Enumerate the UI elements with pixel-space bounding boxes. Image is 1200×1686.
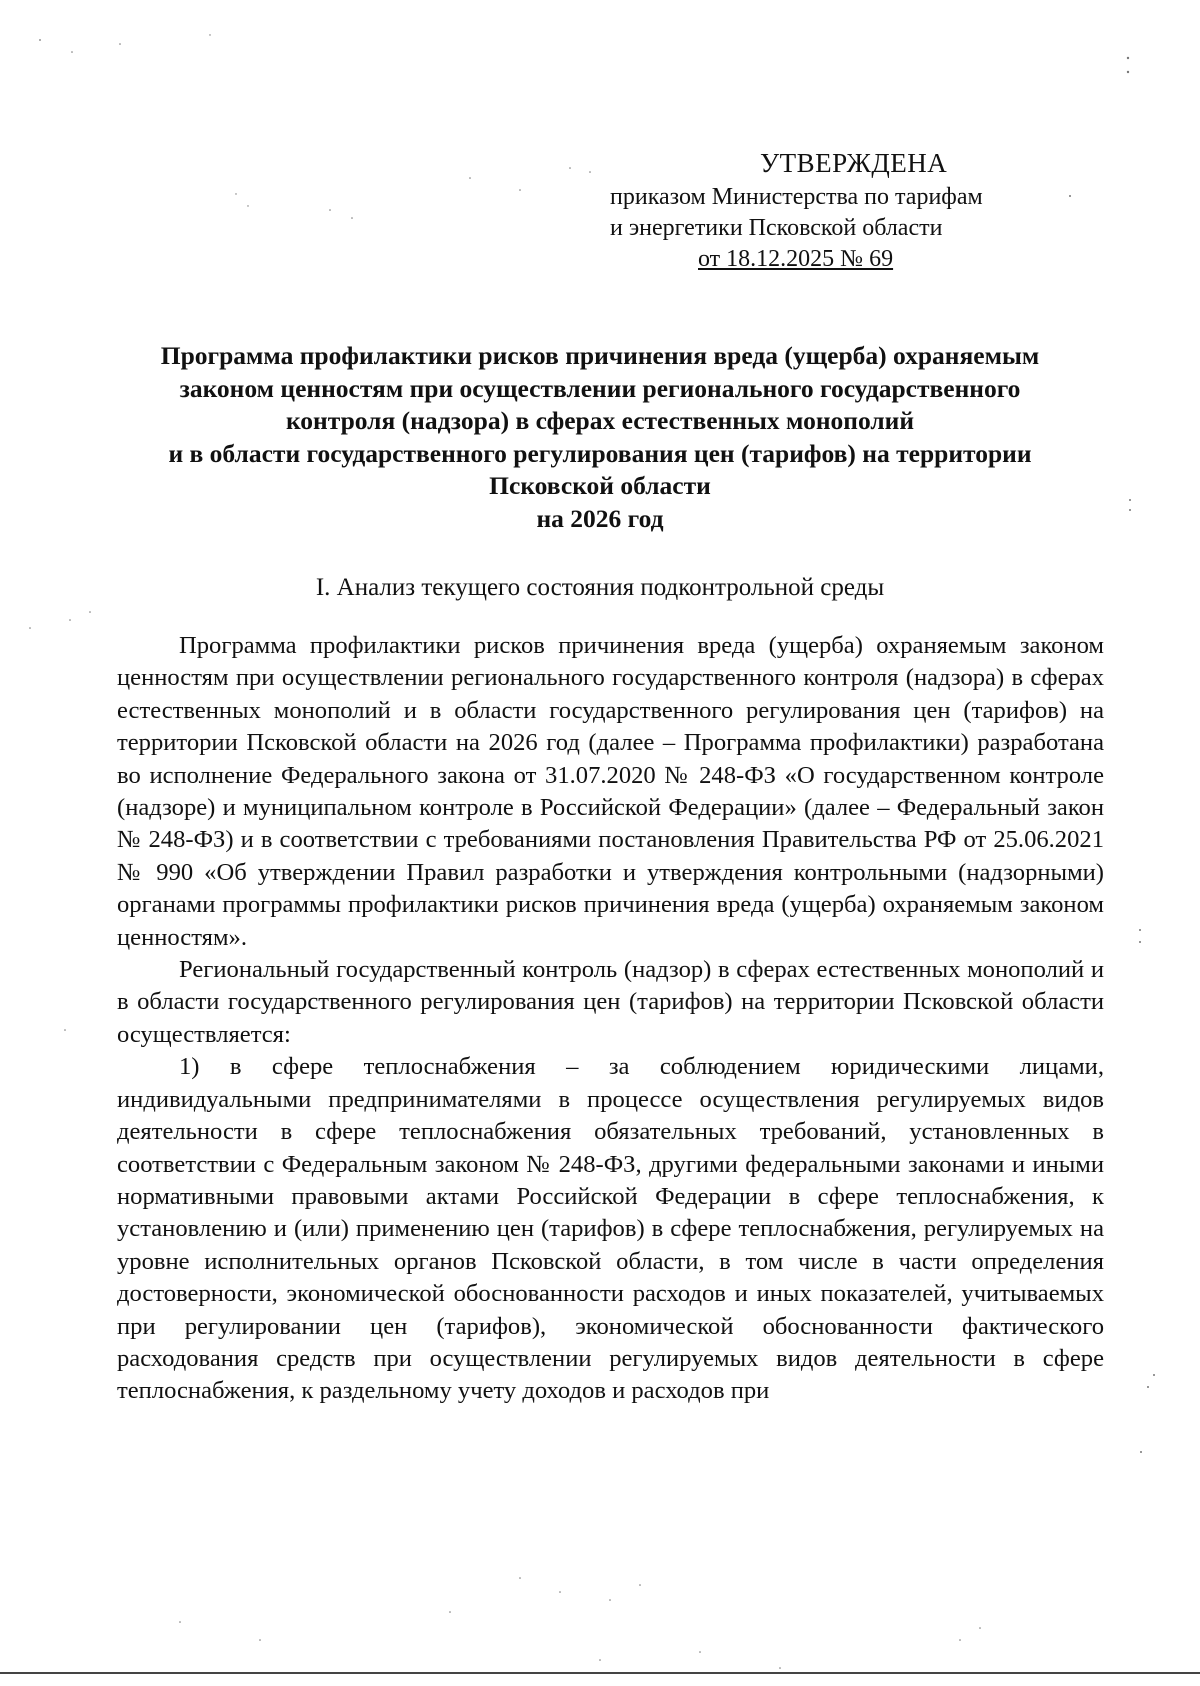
paragraph-heat-supply: 1) в сфере теплоснабжения – за соблюдением юридическими лицами, индивидуальными предпринимателями в процессе осуществления регулируемых видов деятельности в сфере теплоснабжения обязательных требований, установленных в соответствии с Федеральным законом № 248-ФЗ, другими федеральными законами и иными нормативными правовыми актами Российской Федерации в сфере теплоснабжения, к установлению и (или) применению цен (тарифов) в сфере теплоснабжения, регулируемых на уровне исполнительных органов Псковской области, в том числе в части определения достоверности, экономической обоснованности расходов и иных показателей, учитываемых при регулировании цен (тарифов), экономической обоснованности фактического расходования средств при осуществлении регулируемых видов деятельности в сфере теплоснабжения, к раздельному учету доходов и расходов при: [117, 1053, 1104, 1405]
scan-bottom-border: [0, 1672, 1200, 1674]
title-line: контроля (надзора) в сферах естественных монополий: [285, 406, 915, 435]
approval-heading: УТВЕРЖДЕНА: [760, 148, 948, 178]
paragraph-program-basis: Программа профилактики рисков причинения вреда (ущерба) охраняемым законом ценностям при осуществлении регионального государственного контроля (надзора) в сферах естественных монополий и в области государственного регулирования цен (тарифов) на территории Псковской области на 2026 год (далее – Программа профилактики) разработана во исполнение Федерального закона от 31.07.2020 № 248-ФЗ «О государственном контроле (надзоре) и муниципальном контроле в Российской Федерации» (далее – Федеральный закон № 248-ФЗ) и в соответствии с требованиями постановления Правительства РФ от 25.06.2021 № 990 «Об утверждении Правил разработки и утверждения контрольными (надзорными) органами программы профилактики рисков причинения вреда (ущерба) охраняемым законом ценностям».: [117, 632, 1104, 951]
title-line: и в области государственного регулирования цен (тарифов) на территории: [168, 438, 1032, 468]
paragraph-control-scope: Региональный государственный контроль (надзор) в сферах естественных монополий и в области государственного регулирования цен (тарифов) на территории Псковской области осуществляется:: [117, 956, 1104, 1048]
approval-order-line: приказом Министерства по тарифам: [610, 184, 983, 210]
title-line: законом ценностям при осуществлении регионального государственного: [179, 373, 1021, 403]
approval-stamp: [610, 148, 1070, 275]
title-line: на 2026 год: [536, 503, 664, 533]
approval-date-number: от 18.12.2025 № 69: [698, 246, 894, 272]
section-heading: I. Анализ текущего состояния подконтрольной среды: [315, 574, 885, 601]
document-body: [117, 630, 1104, 1408]
title-line: Псковской области: [489, 471, 711, 500]
document-title: [105, 340, 1095, 535]
title-line: Программа профилактики рисков причинения вреда (ущерба) охраняемым: [160, 341, 1040, 370]
approval-ministry-line: и энергетики Псковской области: [610, 215, 943, 241]
